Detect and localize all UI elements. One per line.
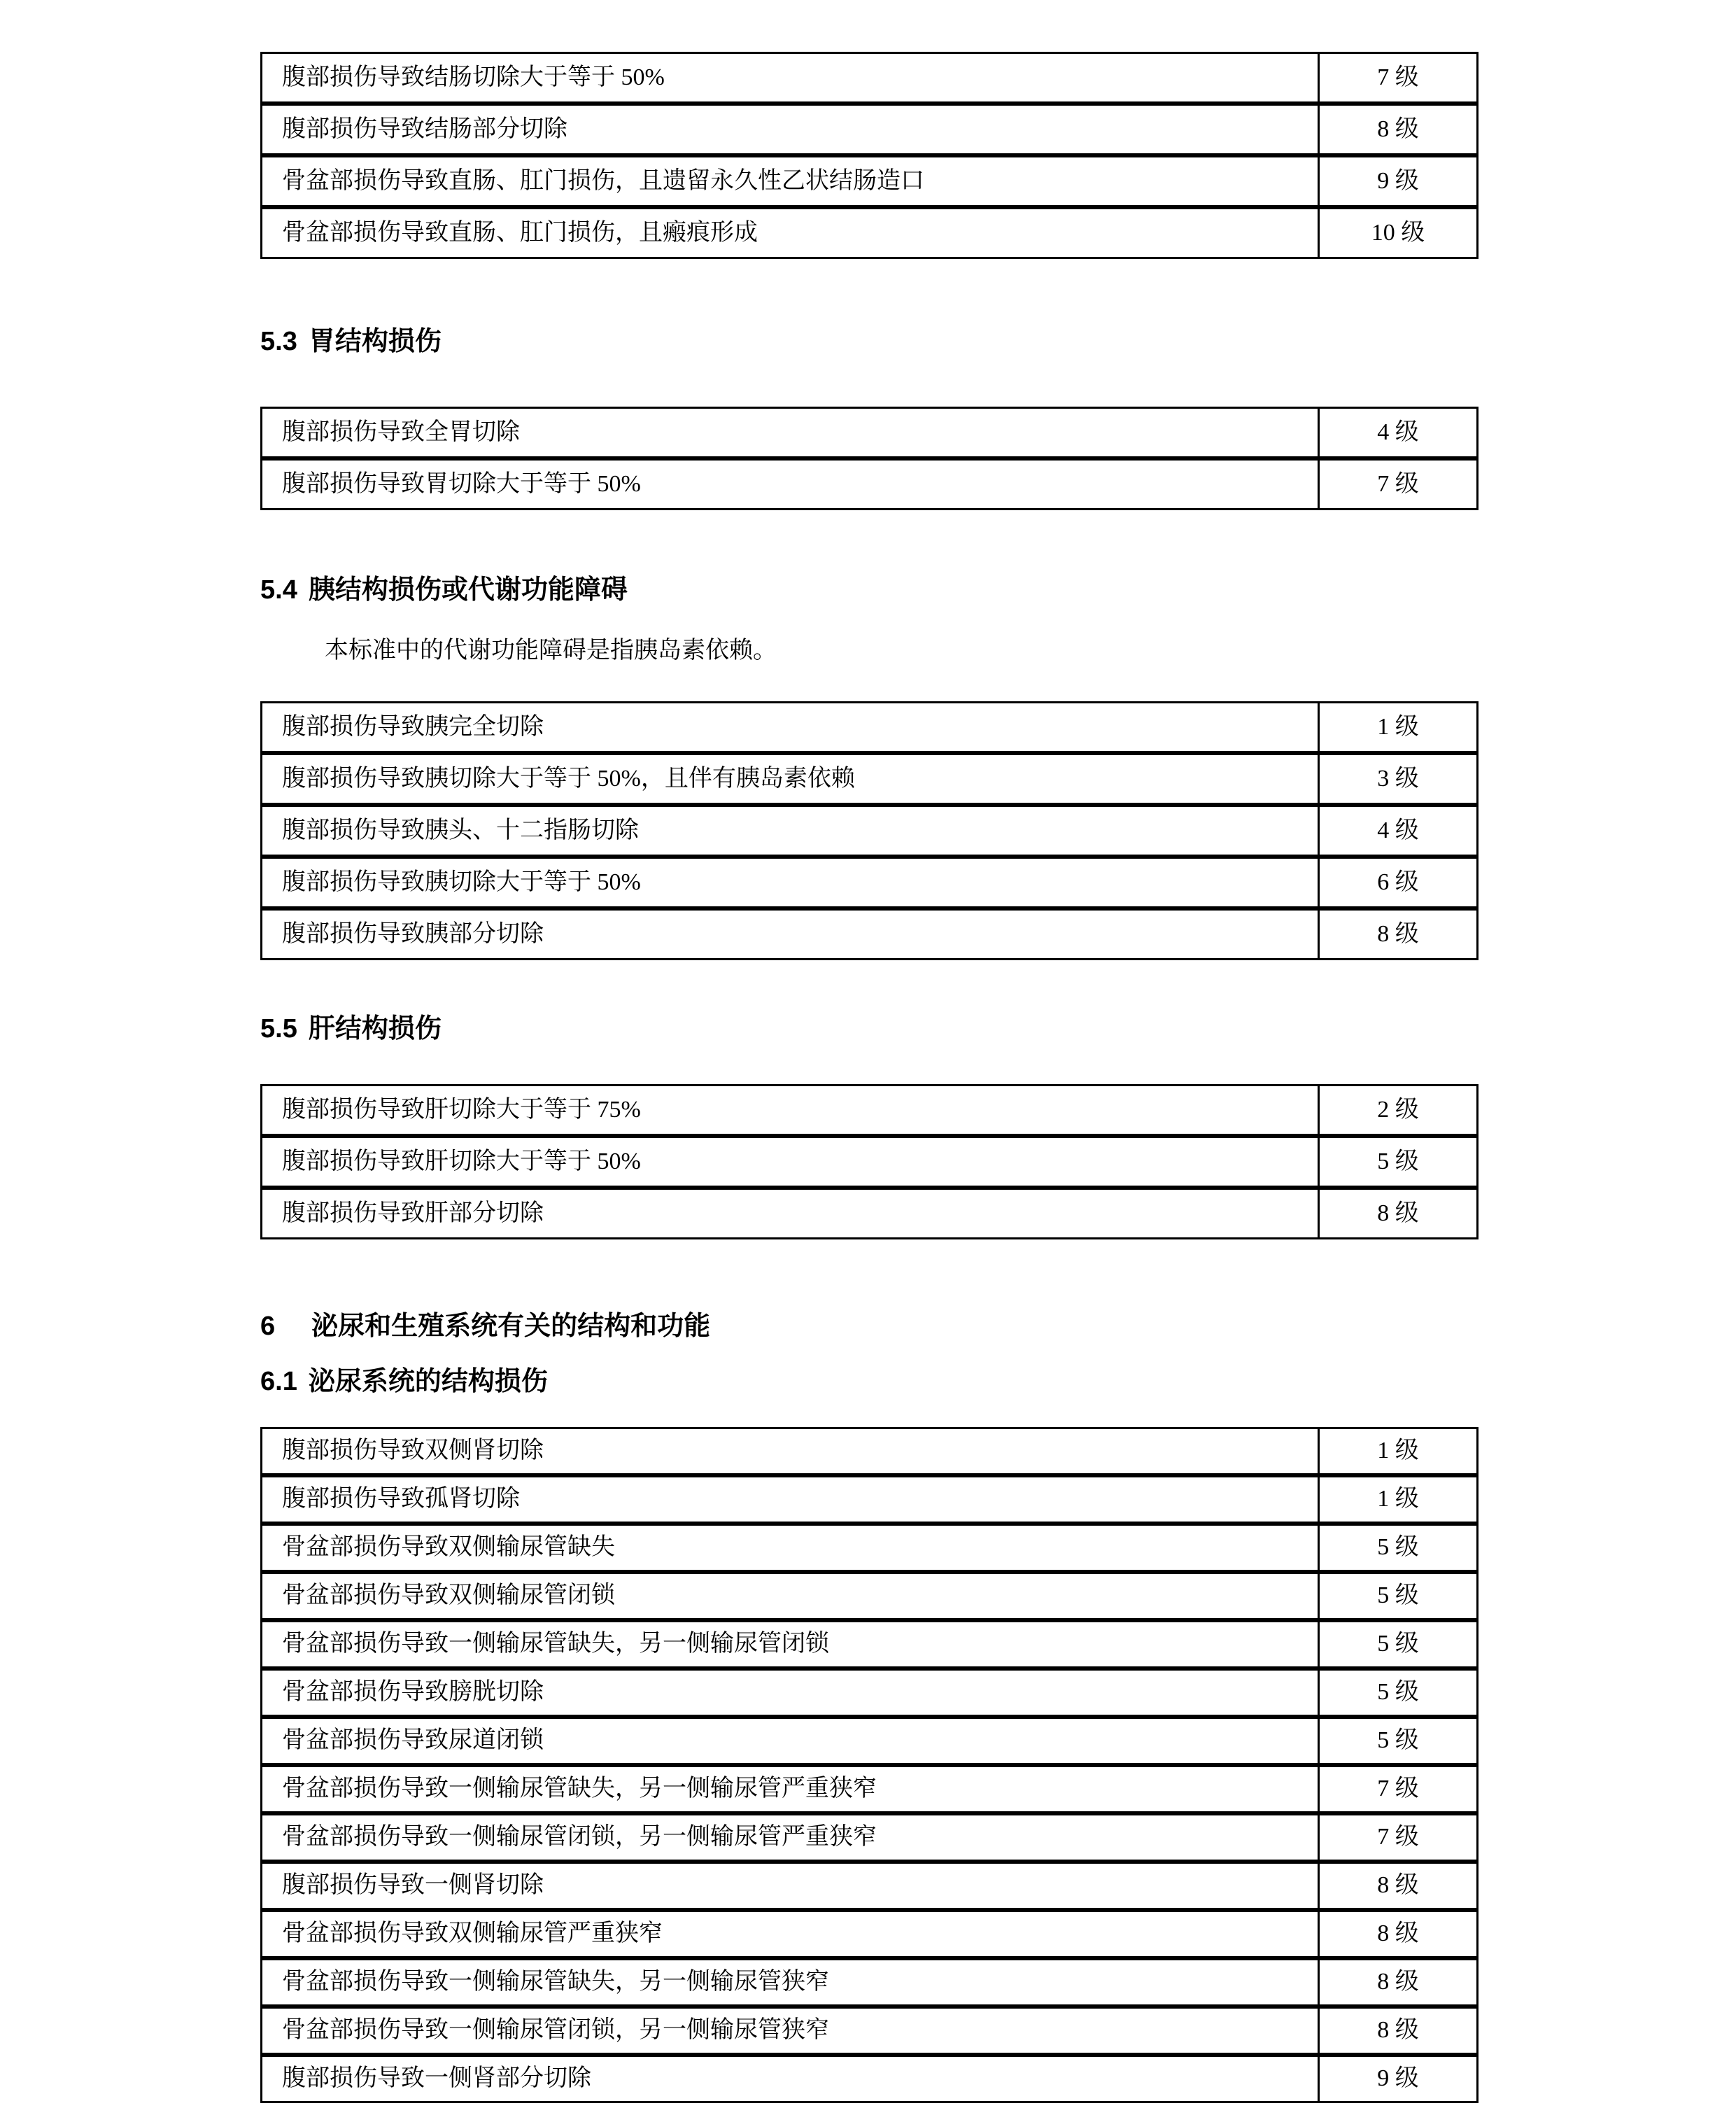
- heading-title: 泌尿和生殖系统有关的结构和功能: [311, 1312, 711, 1342]
- heading-5-5: [260, 1013, 1479, 1045]
- grade-level-cell: 5 级: [1320, 1717, 1479, 1765]
- injury-description-cell: 腹部损伤导致全胃切除: [260, 407, 1320, 458]
- table-row: [260, 1136, 1479, 1188]
- table-row: [260, 1188, 1479, 1239]
- grade-level-cell: 10 级: [1320, 207, 1479, 259]
- heading-title: 胰结构损伤或代谢功能障碍: [308, 575, 628, 605]
- pancreas-injury-table: [260, 701, 1479, 960]
- table-row: [260, 1668, 1479, 1717]
- heading-title: 胃结构损伤: [308, 327, 442, 356]
- injury-description-cell: 骨盆部损伤导致膀胱切除: [260, 1668, 1320, 1717]
- injury-description-cell: 骨盆部损伤导致一侧输尿管缺失，另一侧输尿管严重狭窄: [260, 1765, 1320, 1813]
- grade-level-cell: 6 级: [1320, 857, 1479, 908]
- grade-level-cell: 5 级: [1320, 1524, 1479, 1572]
- heading-number: 5.5: [260, 1014, 297, 1044]
- injury-description-cell: 腹部损伤导致胰切除大于等于 50%，且伴有胰岛素依赖: [260, 753, 1320, 805]
- heading-6-1: [260, 1366, 1479, 1398]
- injury-description-cell: 骨盆部损伤导致双侧输尿管缺失: [260, 1524, 1320, 1572]
- table-row: [260, 1524, 1479, 1572]
- heading-title: 泌尿系统的结构损伤: [308, 1367, 548, 1397]
- injury-description-cell: 骨盆部损伤导致直肠、肛门损伤，且瘢痕形成: [260, 207, 1320, 259]
- injury-description-cell: 腹部损伤导致胰头、十二指肠切除: [260, 805, 1320, 857]
- injury-description-cell: 腹部损伤导致一侧肾部分切除: [260, 2055, 1320, 2103]
- grade-level-cell: 5 级: [1320, 1572, 1479, 1620]
- grade-level-cell: 1 级: [1320, 1427, 1479, 1475]
- table-row: [260, 753, 1479, 805]
- injury-description-cell: 骨盆部损伤导致直肠、肛门损伤，且遗留永久性乙状结肠造口: [260, 155, 1320, 207]
- injury-description-cell: 骨盆部损伤导致一侧输尿管闭锁，另一侧输尿管严重狭窄: [260, 1813, 1320, 1862]
- grade-level-cell: 3 级: [1320, 753, 1479, 805]
- injury-description-cell: 腹部损伤导致肝切除大于等于 50%: [260, 1136, 1320, 1188]
- table-row: [260, 155, 1479, 207]
- grade-level-cell: 1 级: [1320, 701, 1479, 753]
- colon-rectum-injury-table: [260, 52, 1479, 259]
- injury-description-cell: 腹部损伤导致胰完全切除: [260, 701, 1320, 753]
- heading-5-3: [260, 326, 1479, 358]
- table-row: [260, 1572, 1479, 1620]
- injury-description-cell: 腹部损伤导致结肠切除大于等于 50%: [260, 52, 1320, 104]
- heading-number: 5.4: [260, 575, 297, 605]
- table-row: [260, 407, 1479, 458]
- injury-description-cell: 腹部损伤导致肝部分切除: [260, 1188, 1320, 1239]
- grade-level-cell: 8 级: [1320, 1862, 1479, 1910]
- heading-number: 5.3: [260, 327, 297, 356]
- table-row: [260, 805, 1479, 857]
- injury-description-cell: 腹部损伤导致胃切除大于等于 50%: [260, 458, 1320, 510]
- table-row: [260, 857, 1479, 908]
- grade-level-cell: 7 级: [1320, 1813, 1479, 1862]
- injury-description-cell: 骨盆部损伤导致一侧输尿管缺失，另一侧输尿管狭窄: [260, 1958, 1320, 2007]
- table-row: [260, 1862, 1479, 1910]
- grade-level-cell: 8 级: [1320, 1910, 1479, 1958]
- grade-level-cell: 8 级: [1320, 104, 1479, 155]
- heading-number: 6: [260, 1312, 276, 1342]
- heading-number: 6.1: [260, 1367, 297, 1397]
- injury-description-cell: 骨盆部损伤导致一侧输尿管闭锁，另一侧输尿管狭窄: [260, 2007, 1320, 2055]
- injury-description-cell: 腹部损伤导致结肠部分切除: [260, 104, 1320, 155]
- heading-6: [260, 1311, 1479, 1342]
- table-row: [260, 2007, 1479, 2055]
- heading-5-4: [260, 575, 1479, 606]
- grade-level-cell: 7 级: [1320, 1765, 1479, 1813]
- grade-level-cell: 4 级: [1320, 805, 1479, 857]
- injury-description-cell: 腹部损伤导致双侧肾切除: [260, 1427, 1320, 1475]
- table-row: [260, 1765, 1479, 1813]
- grade-level-cell: 2 级: [1320, 1084, 1479, 1136]
- grade-level-cell: 9 级: [1320, 155, 1479, 207]
- table-row: [260, 701, 1479, 753]
- table-row: [260, 458, 1479, 510]
- grade-level-cell: 8 级: [1320, 1188, 1479, 1239]
- heading-title: 肝结构损伤: [308, 1014, 442, 1044]
- table-row: [260, 104, 1479, 155]
- table-row: [260, 1620, 1479, 1668]
- stomach-injury-table: [260, 407, 1479, 510]
- grade-level-cell: 7 级: [1320, 458, 1479, 510]
- injury-description-cell: 腹部损伤导致胰部分切除: [260, 908, 1320, 960]
- injury-description-cell: 骨盆部损伤导致双侧输尿管严重狭窄: [260, 1910, 1320, 1958]
- injury-description-cell: 骨盆部损伤导致一侧输尿管缺失，另一侧输尿管闭锁: [260, 1620, 1320, 1668]
- table-row: [260, 1427, 1479, 1475]
- grade-level-cell: 5 级: [1320, 1620, 1479, 1668]
- table-row: [260, 1958, 1479, 2007]
- liver-injury-table: [260, 1084, 1479, 1239]
- table-row: [260, 52, 1479, 104]
- table-row: [260, 1910, 1479, 1958]
- injury-description-cell: 腹部损伤导致胰切除大于等于 50%: [260, 857, 1320, 908]
- grade-level-cell: 8 级: [1320, 1958, 1479, 2007]
- injury-description-cell: 骨盆部损伤导致尿道闭锁: [260, 1717, 1320, 1765]
- injury-description-cell: 腹部损伤导致孤肾切除: [260, 1475, 1320, 1524]
- grade-level-cell: 1 级: [1320, 1475, 1479, 1524]
- table-row: [260, 1475, 1479, 1524]
- injury-description-cell: 骨盆部损伤导致双侧输尿管闭锁: [260, 1572, 1320, 1620]
- grade-level-cell: 8 级: [1320, 2007, 1479, 2055]
- table-row: [260, 908, 1479, 960]
- table-row: [260, 1084, 1479, 1136]
- table-row: [260, 2055, 1479, 2103]
- grade-level-cell: 7 级: [1320, 52, 1479, 104]
- table-row: [260, 1813, 1479, 1862]
- table-row: [260, 207, 1479, 259]
- injury-description-cell: 腹部损伤导致一侧肾切除: [260, 1862, 1320, 1910]
- grade-level-cell: 8 级: [1320, 908, 1479, 960]
- table-row: [260, 1717, 1479, 1765]
- urinary-system-injury-table: [260, 1427, 1479, 2103]
- injury-description-cell: 腹部损伤导致肝切除大于等于 75%: [260, 1084, 1320, 1136]
- grade-level-cell: 9 级: [1320, 2055, 1479, 2103]
- grade-level-cell: 5 级: [1320, 1136, 1479, 1188]
- grade-level-cell: 5 级: [1320, 1668, 1479, 1717]
- metabolic-note: 本标准中的代谢功能障碍是指胰岛素依赖。: [325, 637, 777, 663]
- grade-level-cell: 4 级: [1320, 407, 1479, 458]
